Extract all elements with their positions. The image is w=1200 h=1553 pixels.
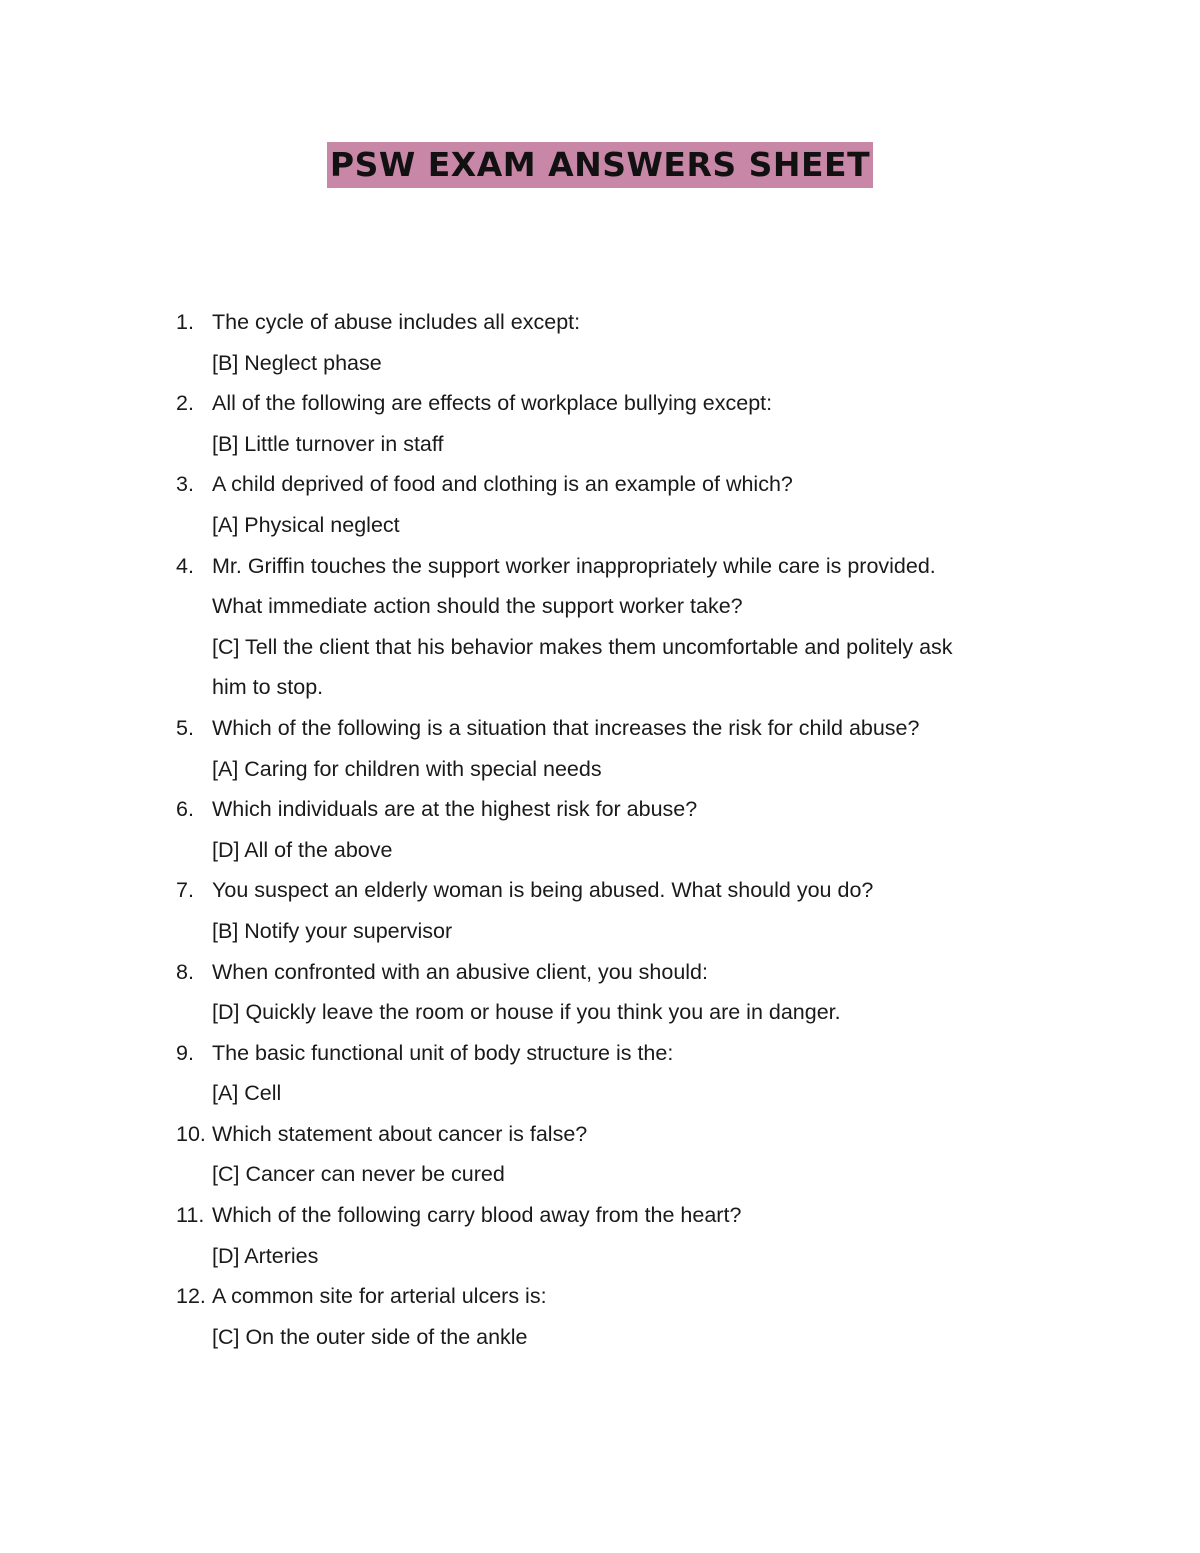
question-text: The basic functional unit of body structure is the: [212,1040,674,1065]
answer-text: [C] Cancer can never be cured [212,1162,505,1187]
answer-line [0,505,1200,546]
question-text: Which of the following is a situation that increases the risk for child abuse? [212,715,920,740]
question-text: Which of the following carry blood away from the heart? [212,1203,742,1228]
question-item [0,302,1200,383]
question-text: A common site for arterial ulcers is: [212,1284,547,1309]
question-answer-list [0,302,1200,1357]
question-text: You suspect an elderly woman is being abused. What should you do? [212,878,874,903]
answer-text: [C] Tell the client that his behavior makes them uncomfortable and politely ask [212,634,953,659]
question-item [0,1195,1200,1276]
question-number: 1. [176,310,194,334]
question-item [0,870,1200,951]
answer-line [0,911,1200,952]
question-line [0,708,1200,749]
question-item [0,789,1200,870]
question-number: 4. [176,553,194,578]
question-number: 6. [176,797,194,822]
question-line [0,546,1200,587]
question-text: A child deprived of food and clothing is an example of which? [212,472,793,497]
question-line [0,1033,1200,1074]
answer-text: [B] Notify your supervisor [212,918,453,943]
question-number: 5. [176,715,194,740]
question-line [0,302,1200,343]
question-line [0,383,1200,424]
question-text: Mr. Griffin touches the support worker inappropriately while care is provided. [212,553,936,578]
answer-text: him to stop. [212,675,324,700]
question-line [0,464,1200,505]
question-line [0,952,1200,993]
title-container [0,142,1200,188]
question-number: 9. [176,1040,194,1065]
answer-line [0,749,1200,790]
answer-line [0,1154,1200,1195]
answer-line [0,1073,1200,1114]
answer-text: [A] Cell [212,1081,282,1106]
answer-text: [D] All of the above [212,837,393,862]
question-text: Which statement about cancer is false? [212,1121,588,1146]
answer-text: [A] Caring for children with special needs [212,756,602,781]
question-line [0,1276,1200,1317]
answer-line [0,667,1200,708]
question-text: When confronted with an abusive client, you should: [212,959,708,984]
question-item [0,1033,1200,1114]
question-text: Which individuals are at the highest risk for abuse? [212,797,698,822]
answer-line [0,627,1200,668]
question-line [0,870,1200,911]
question-number: 3. [176,472,194,497]
question-item [0,464,1200,545]
question-number: 8. [176,959,194,984]
question-line [0,1195,1200,1236]
answer-line [0,1317,1200,1358]
page-title: PSW EXAM ANSWERS SHEET [327,142,873,188]
question-item [0,1114,1200,1195]
question-number: 2. [176,391,194,416]
answer-line [0,830,1200,871]
answer-text: [D] Quickly leave the room or house if you think you are in danger. [212,1000,841,1025]
answer-text: [A] Physical neglect [212,512,400,537]
question-line [0,789,1200,830]
answer-text: [B] Neglect phase [212,350,382,375]
answer-line [0,343,1200,384]
question-number: 12. [176,1284,206,1309]
question-line [0,586,1200,627]
question-item [0,952,1200,1033]
answer-line [0,1236,1200,1277]
question-number: 11. [176,1203,205,1228]
question-line [0,1114,1200,1155]
question-number: 10. [176,1121,206,1146]
question-item [0,1276,1200,1357]
question-text: What immediate action should the support worker take? [212,594,743,619]
answer-text: [B] Little turnover in staff [212,431,444,456]
answer-text: [C] On the outer side of the ankle [212,1324,528,1349]
question-item [0,708,1200,789]
question-item [0,383,1200,464]
question-text: All of the following are effects of workplace bullying except: [212,391,773,416]
question-text: The cycle of abuse includes all except: [212,310,581,334]
answer-text: [D] Arteries [212,1243,319,1268]
answer-line [0,992,1200,1033]
answer-line [0,424,1200,465]
question-item [0,546,1200,708]
question-number: 7. [176,878,194,903]
